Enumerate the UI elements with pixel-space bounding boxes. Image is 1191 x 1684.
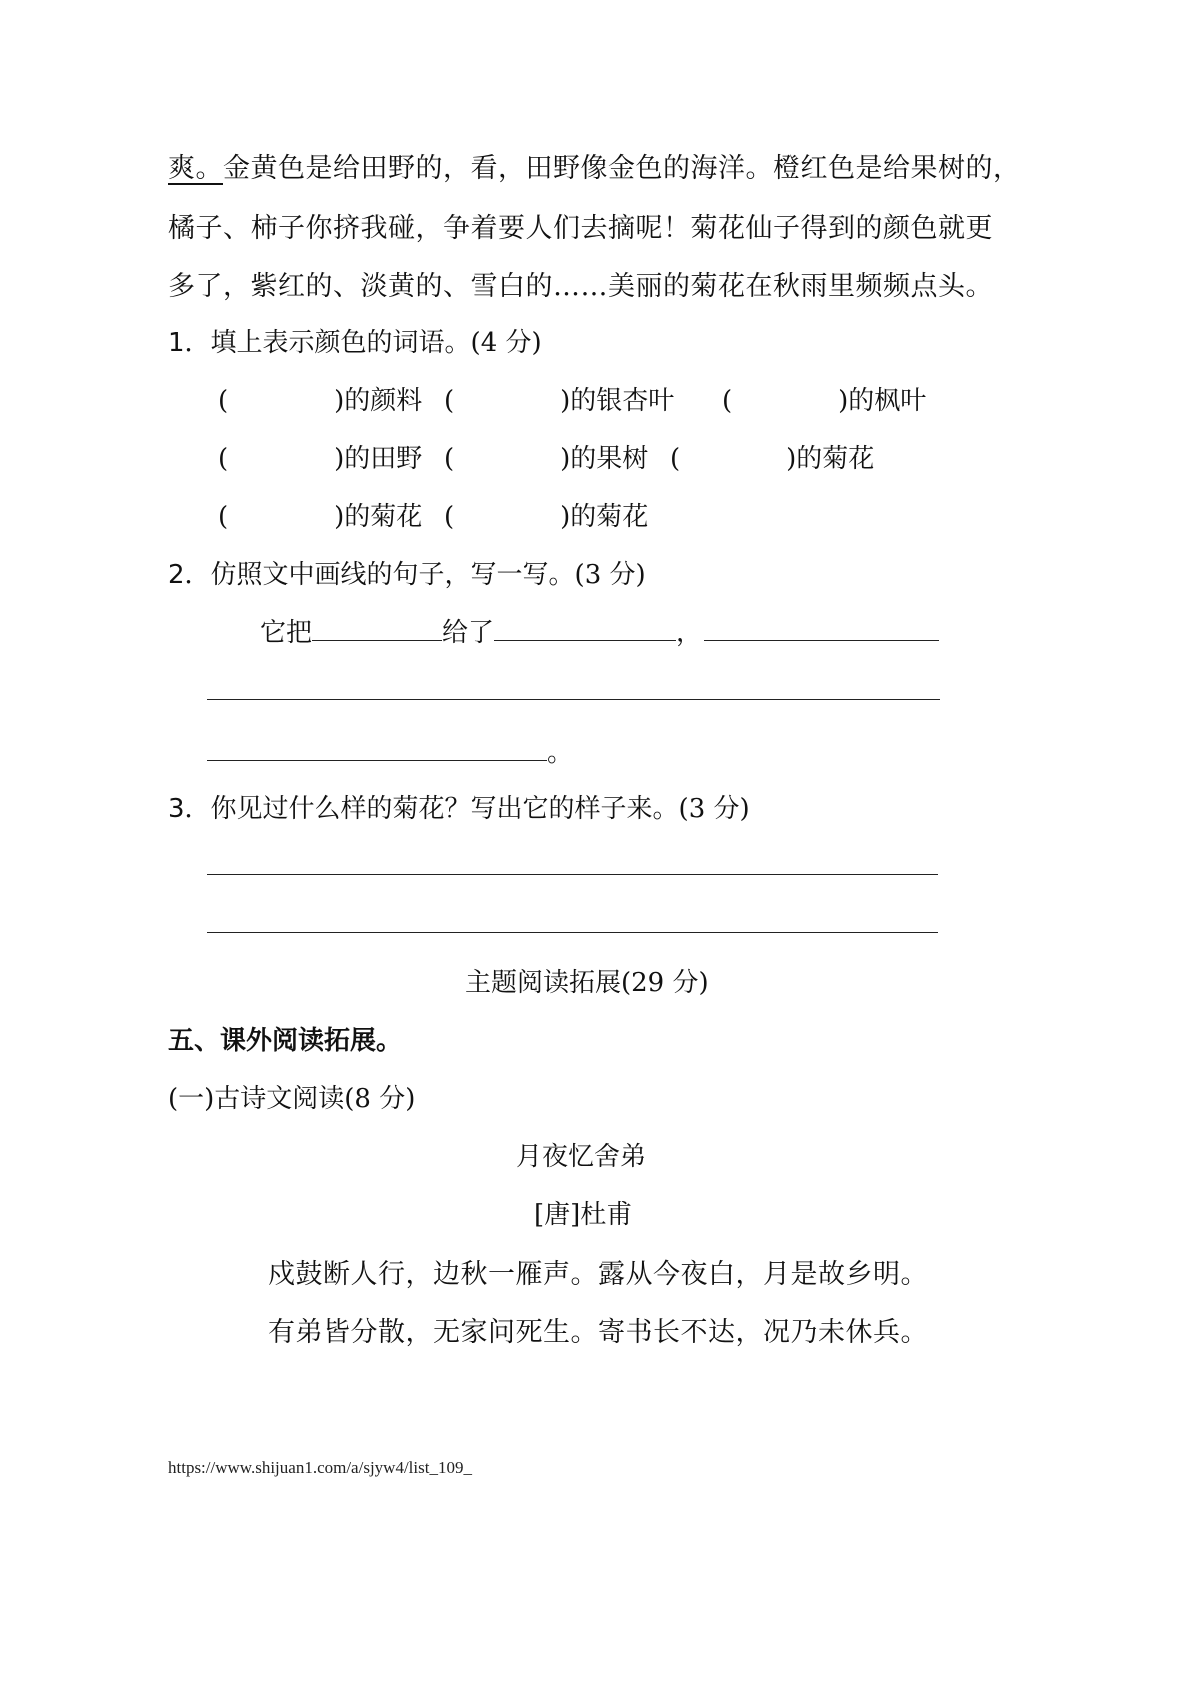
question-3	[168, 788, 750, 825]
q2-comma: ，	[676, 618, 703, 648]
q1-blank-5-label: )的果树	[560, 444, 649, 474]
question-2-number: 2．	[168, 560, 211, 590]
poem-line-1: 戍鼓断人行，边秋一雁声。露从今夜白，月是故乡明。	[268, 1259, 928, 1290]
q2-middle: 给了	[442, 618, 495, 648]
passage-line-3: 多了，紫红的、淡黄的、雪白的……美丽的菊花在秋雨里频频点头。	[168, 271, 993, 302]
q1-blank-3[interactable]: ( )的枫叶	[722, 386, 927, 416]
section-title: 主题阅读拓展(29 分)	[465, 968, 709, 998]
poem-line-2: 有弟皆分散，无家问死生。寄书长不达，况乃未休兵。	[268, 1317, 928, 1348]
passage-underlined-sentence: 爽。	[168, 153, 223, 184]
q1-blank-6-label: )的菊花	[786, 444, 875, 474]
passage-line-1	[168, 146, 1021, 185]
question-3-text: 你见过什么样的菊花？写出它的样子来。(3 分)	[210, 794, 750, 824]
q3-answer-line-1[interactable]	[207, 874, 938, 875]
poem-title: 月夜忆舍弟	[516, 1142, 647, 1172]
q2-blank-3[interactable]	[704, 618, 939, 641]
part-5-subheading: (一)古诗文阅读(8 分)	[168, 1084, 416, 1114]
question-1	[168, 322, 542, 359]
q1-blank-8-label: )的菊花	[560, 502, 649, 532]
q1-blank-2-label: )的银杏叶	[560, 386, 675, 416]
q1-blank-3-label: )的枫叶	[838, 386, 927, 416]
question-1-text: 填上表示颜色的词语。(4 分)	[210, 328, 542, 358]
q1-blank-1-label: )的颜料	[334, 386, 423, 416]
q1-blank-1[interactable]: ( )的颜料	[218, 386, 423, 416]
question-3-number: 3．	[168, 794, 211, 824]
q1-blank-4-label: )的田野	[334, 444, 423, 474]
q1-blank-7[interactable]: ( )的菊花	[218, 502, 423, 532]
q2-answer-row-3	[207, 732, 573, 769]
q1-blank-7-label: )的菊花	[334, 502, 423, 532]
q1-blank-4[interactable]: ( )的田野	[218, 444, 423, 474]
passage-line-2: 橘子、柿子你挤我碰，争着要人们去摘呢！菊花仙子得到的颜色就更	[168, 213, 993, 244]
q2-blank-4[interactable]	[207, 738, 547, 761]
part-5-heading: 五、课外阅读拓展。	[168, 1026, 403, 1056]
q2-answer-row-1	[260, 612, 939, 649]
question-2-text: 仿照文中画线的句子，写一写。(3 分)	[210, 560, 646, 590]
q1-blank-8[interactable]: ( )的菊花	[444, 502, 649, 532]
q1-blank-2[interactable]: ( )的银杏叶	[444, 386, 675, 416]
q2-answer-line-2[interactable]	[207, 699, 940, 700]
q2-blank-1[interactable]	[312, 618, 442, 641]
q1-blank-5[interactable]: ( )的果树	[444, 444, 649, 474]
q3-answer-line-2[interactable]	[207, 932, 938, 933]
q2-prefix: 它把	[260, 618, 313, 648]
question-1-number: 1．	[168, 328, 211, 358]
question-2	[168, 554, 646, 591]
poem-author: [唐]杜甫	[534, 1200, 633, 1230]
q1-blank-6[interactable]: ( )的菊花	[670, 444, 875, 474]
q2-blank-2[interactable]	[494, 618, 676, 641]
passage-line-1-text: 金黄色是给田野的，看，田野像金色的海洋。橙红色是给果树的，	[223, 153, 1021, 184]
q2-end: 。	[547, 738, 574, 768]
footer-url[interactable]: https://www.shijuan1.com/a/sjyw4/list_109_	[168, 1458, 472, 1477]
